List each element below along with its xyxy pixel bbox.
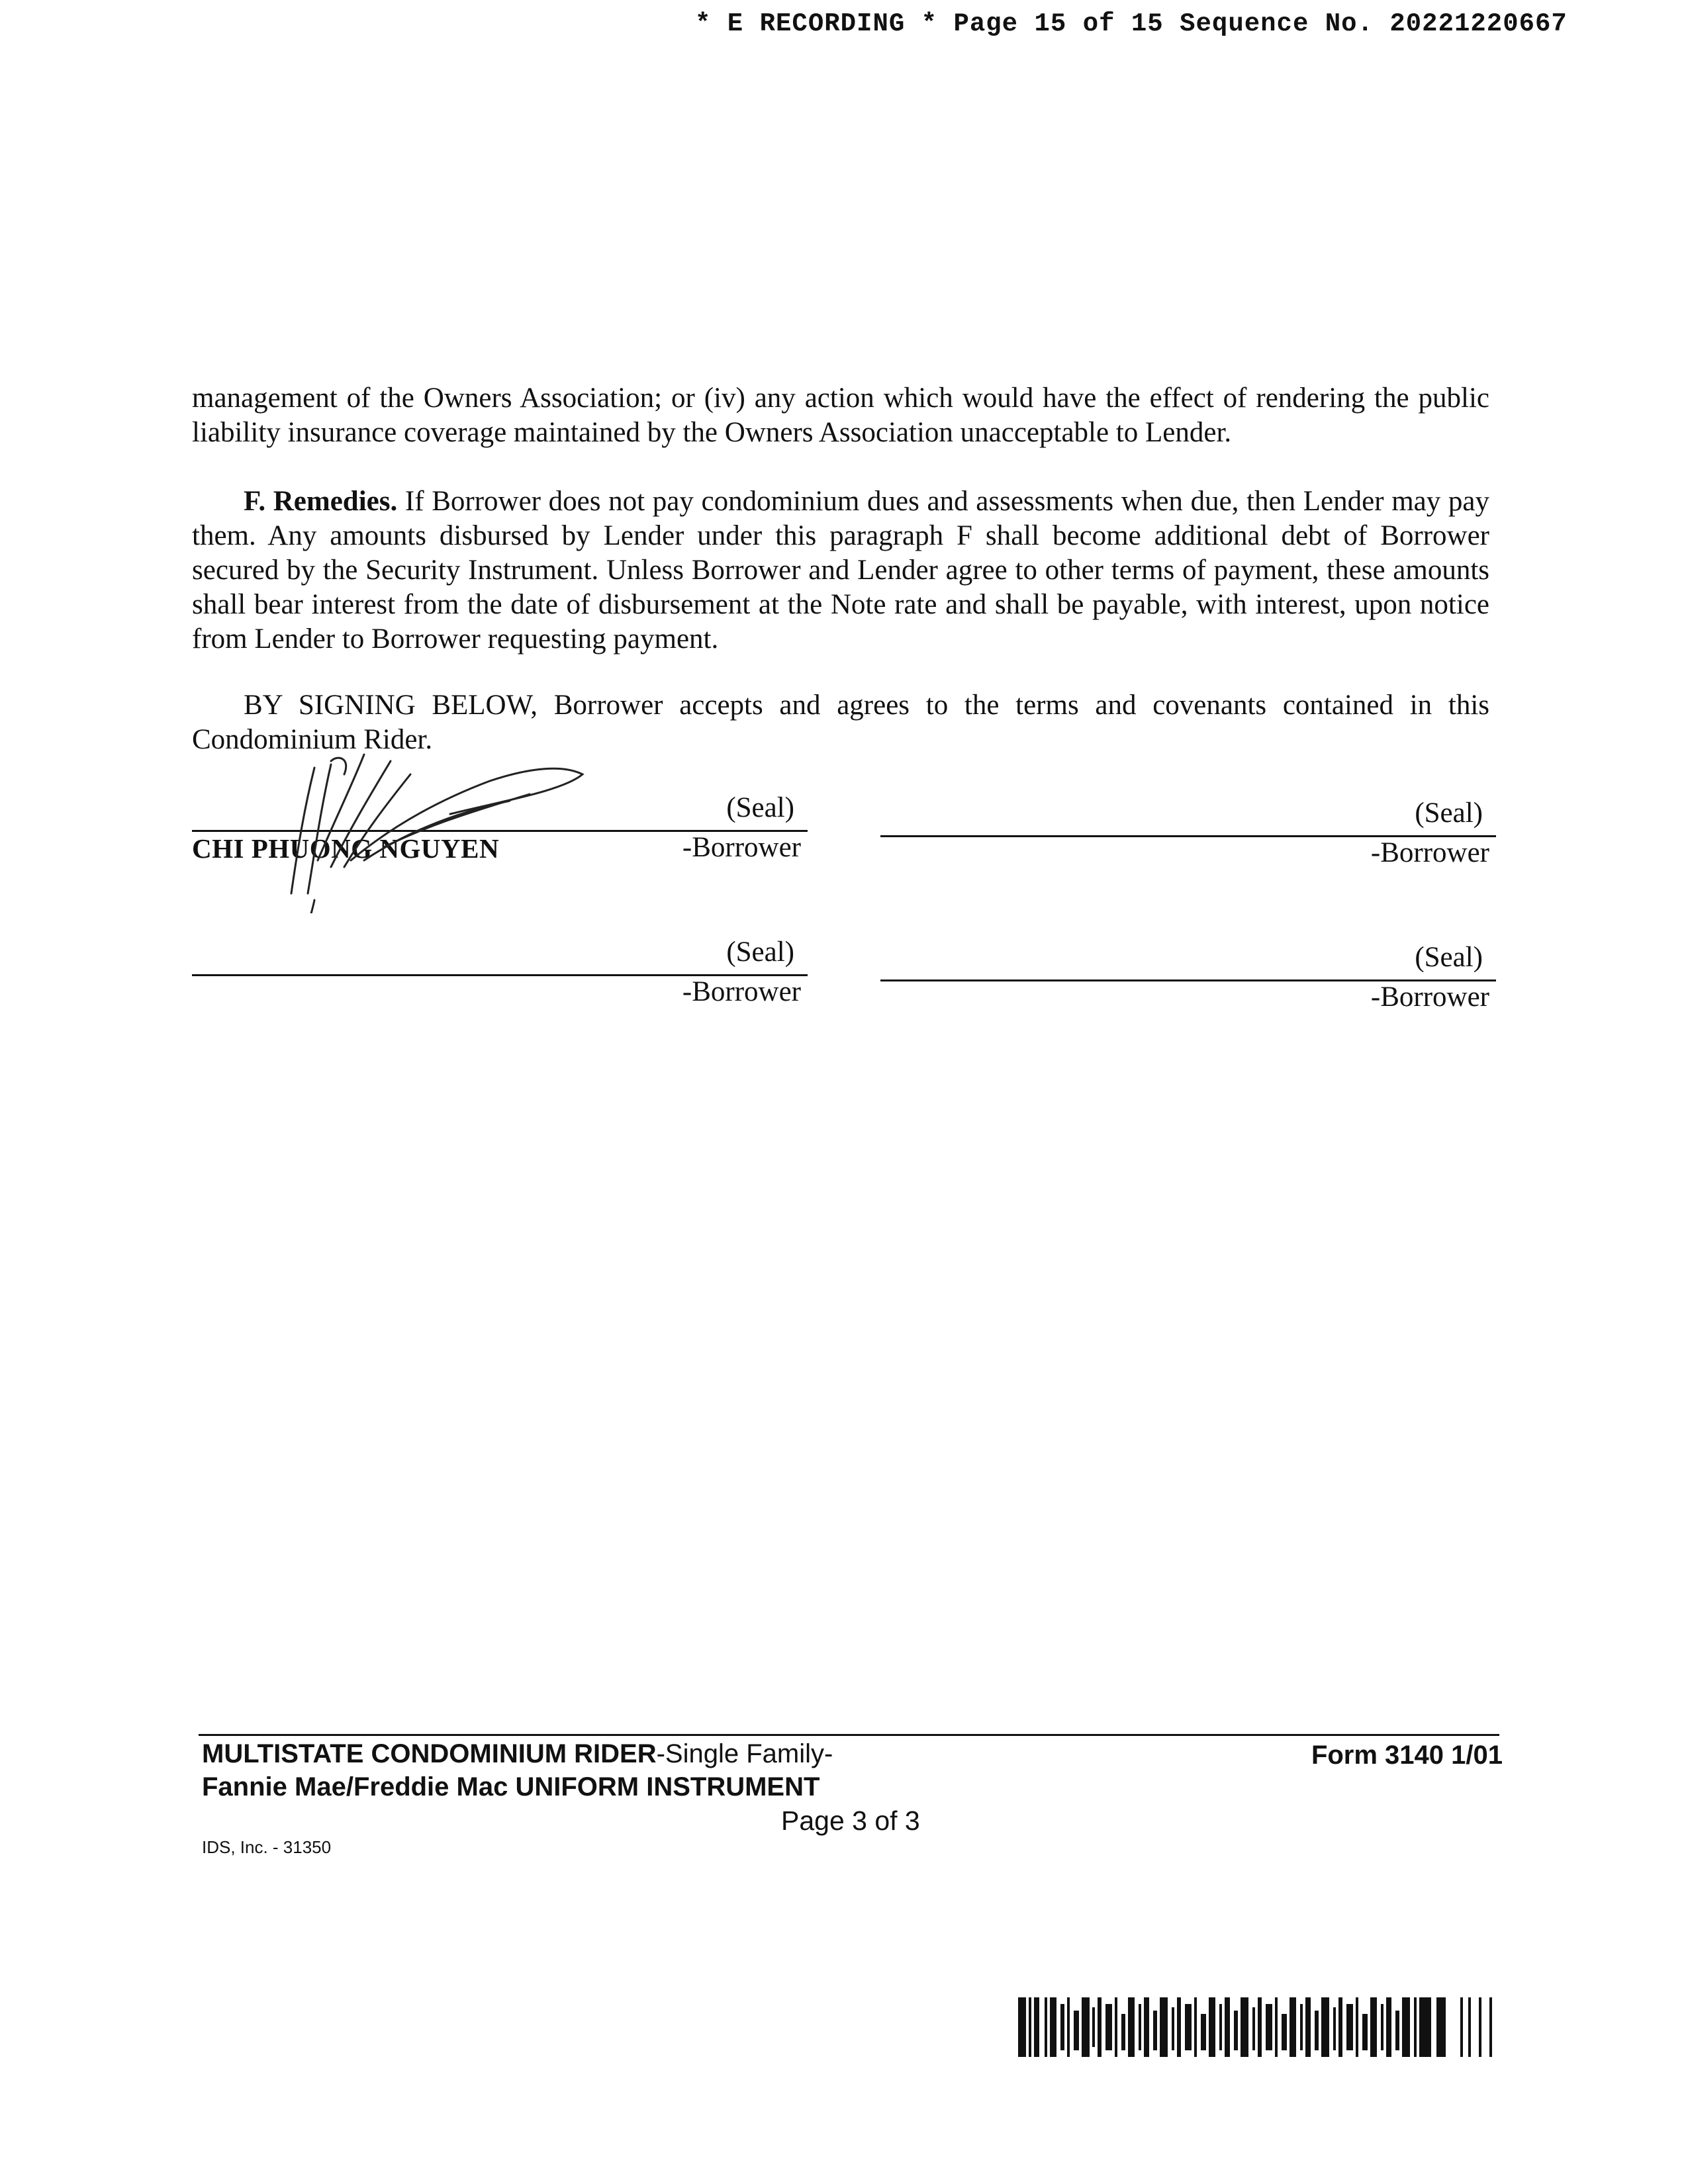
signature-block-4 xyxy=(880,941,1496,1014)
barcode xyxy=(1018,1997,1495,2057)
footer-title-line-1 xyxy=(202,1739,833,1769)
footer-title-rest: -Single Family- xyxy=(656,1739,833,1768)
footer-title-line-2: Fannie Mae/Freddie Mac UNIFORM INSTRUMENT xyxy=(202,1772,820,1801)
signature-block-2 xyxy=(880,797,1496,870)
seal-label: (Seal) xyxy=(1415,797,1483,829)
signature-block-3 xyxy=(192,936,808,1009)
recording-stamp: * E RECORDING * Page 15 of 15 Sequence No. 20221220667 xyxy=(695,9,1568,38)
borrower-role-label: -Borrower xyxy=(1370,837,1489,868)
footer-rule xyxy=(199,1734,1499,1736)
borrower-role-label: -Borrower xyxy=(1370,981,1489,1013)
seal-label: (Seal) xyxy=(726,936,794,968)
footer-title-bold: MULTISTATE CONDOMINIUM RIDER xyxy=(202,1739,657,1768)
ids-code: IDS, Inc. - 31350 xyxy=(202,1837,332,1857)
seal-label: (Seal) xyxy=(726,792,794,823)
form-number: Form 3140 1/01 xyxy=(1311,1741,1503,1770)
paragraph-continuation: management of the Owners Association; or (iv) any action which would have the effect of rendering the public liability insurance coverage maintained by the Owners Association unacceptable to Lender. xyxy=(192,383,1489,448)
borrower-role-label: -Borrower xyxy=(682,832,801,863)
paragraph-remedies xyxy=(192,484,1489,657)
signing-statement: BY SIGNING BELOW, Borrower accepts and agrees to the terms and covenants contained in this Condominium Rider. xyxy=(192,690,1489,755)
seal-label: (Seal) xyxy=(1415,942,1483,973)
borrower-role-label: -Borrower xyxy=(682,976,801,1007)
handwritten-signature xyxy=(252,728,596,913)
remedies-heading: F. Remedies. xyxy=(244,486,398,517)
borrower-name: CHI PHUONG NGUYEN xyxy=(192,833,500,864)
remedies-text: If Borrower does not pay condominium dues and assessments when due, then Lender may pay them. Any amounts disbursed by Lender under this paragraph F shall become additional debt of Borrower secured by the Security Instrument. Unless Borrower and Lender agree to other terms of payment, these amounts shall bear interest from the date of disbursement at the Note rate and shall be payable, with interest, upon notice from Lender to Borrower requesting payment. xyxy=(192,486,1489,655)
page-number: Page 3 of 3 xyxy=(781,1805,920,1836)
